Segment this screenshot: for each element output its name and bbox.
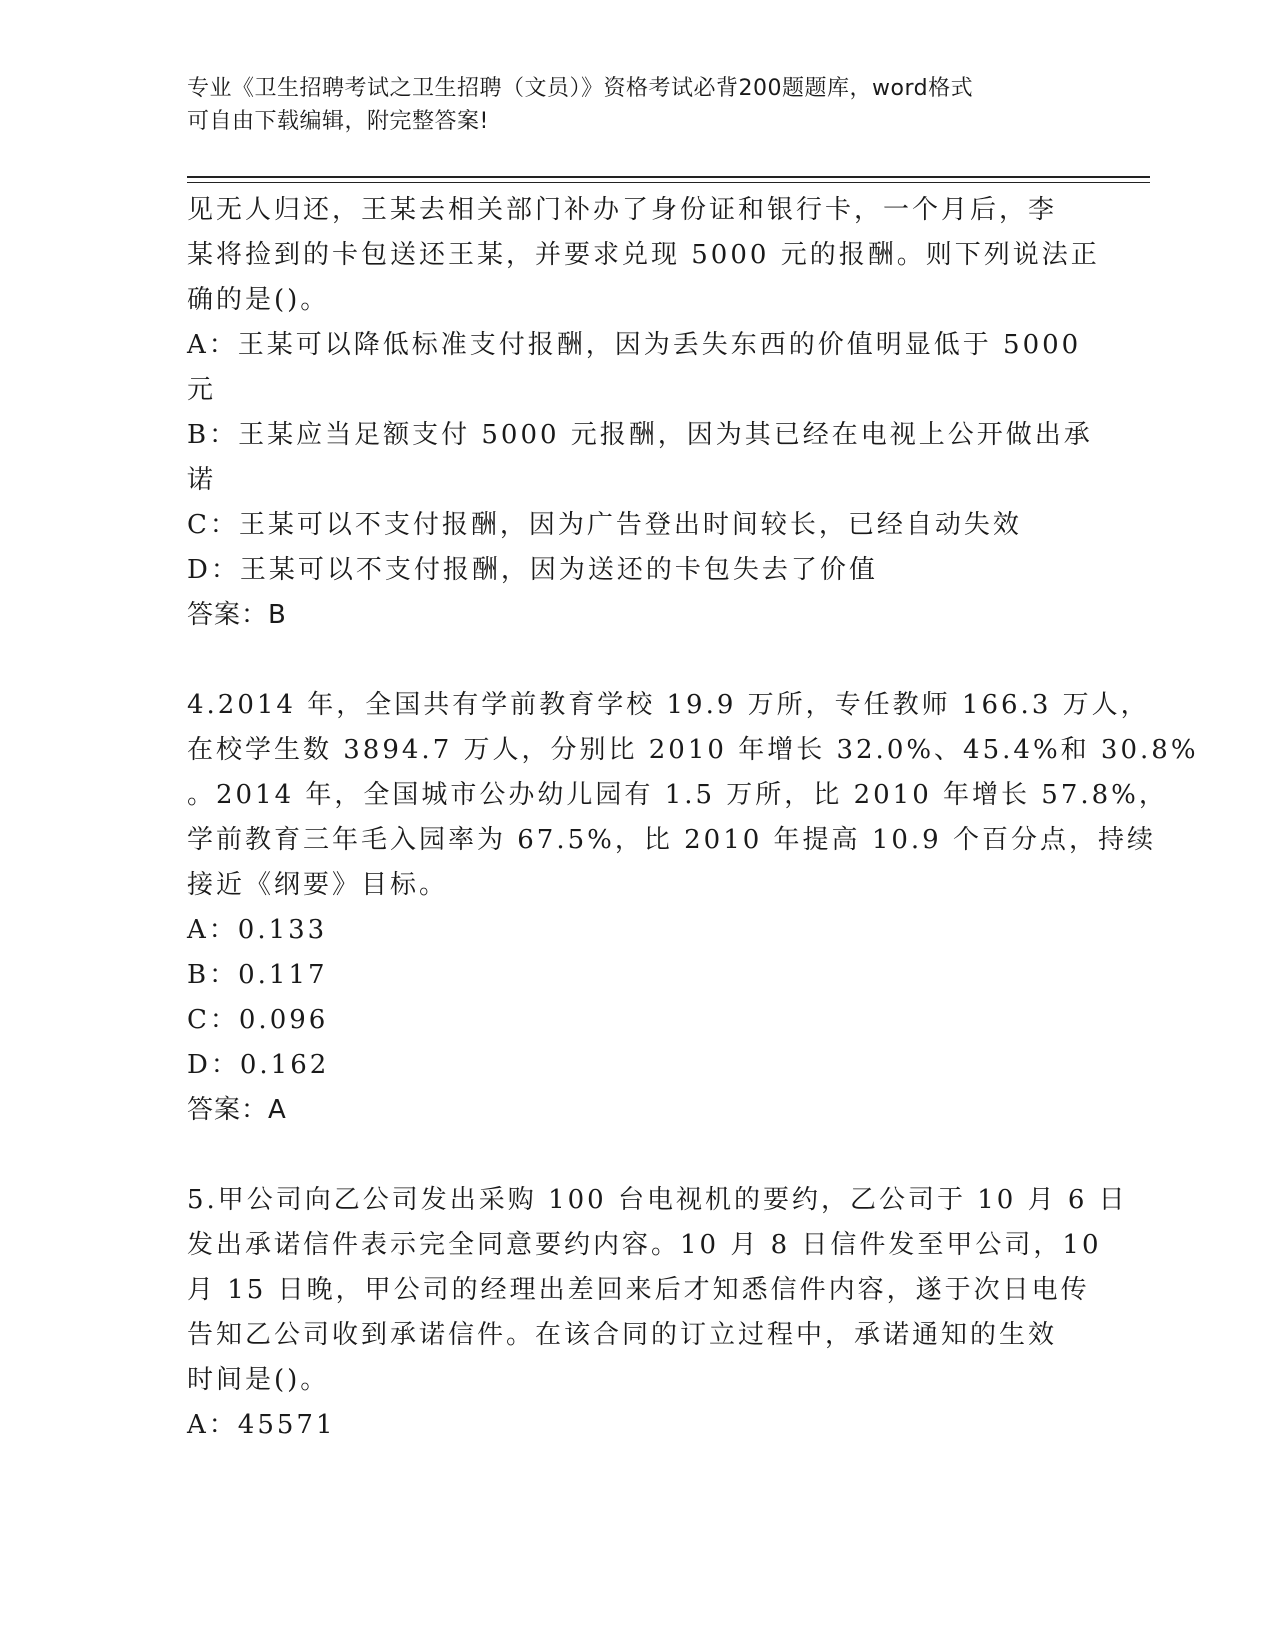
question-stem-line: 告知乙公司收到承诺信件。在该合同的订立过程中，承诺通知的生效	[187, 1320, 1058, 1350]
spacer	[187, 638, 1087, 683]
option-a-line-cont: 元	[187, 375, 217, 405]
question-stem-line: 学前教育三年毛入园率为 67.5%，比 2010 年提高 10.9 个百分点，持续	[187, 825, 1156, 855]
question-stem-line: 。2014 年，全国城市公办幼儿园有 1.5 万所，比 2010 年增长 57.8%，	[187, 780, 1168, 810]
question-stem-line: 某将捡到的卡包送还王某，并要求兑现 5000 元的报酬。则下列说法正	[187, 240, 1100, 270]
header-title-line-1: 专业《卫生招聘考试之卫生招聘（文员）》资格考试必背200题题库，word格式	[187, 76, 974, 101]
question-stem-line: 时间是()。	[187, 1365, 330, 1395]
document-body	[187, 188, 1199, 1448]
question-stem-line: 5.甲公司向乙公司发出采购 100 台电视机的要约，乙公司于 10 月 6 日	[187, 1185, 1128, 1215]
option-b-line: B：0.117	[187, 960, 328, 990]
question-stem-line: 4.2014 年，全国共有学前教育学校 19.9 万所，专任教师 166.3 万人，	[187, 690, 1150, 720]
answer-line: 答案：A	[187, 1095, 287, 1125]
option-c-line: C：0.096	[187, 1005, 329, 1035]
option-a-line: A：0.133	[187, 915, 328, 945]
question-4	[187, 683, 1199, 1133]
option-b-line: B：王某应当足额支付 5000 元报酬，因为其已经在电视上公开做出承	[187, 420, 1093, 450]
option-a-line: A：45571	[187, 1410, 336, 1440]
header-rule-thick	[187, 176, 1150, 178]
header-title-line-2: 可自由下载编辑，附完整答案!	[187, 109, 489, 134]
question-stem-line: 在校学生数 3894.7 万人，分别比 2010 年增长 32.0%、45.4%和 30.8%	[187, 735, 1199, 765]
option-b-line-cont: 诺	[187, 465, 217, 495]
question-stem-line: 见无人归还，王某去相关部门补办了身份证和银行卡，一个月后，李	[187, 195, 1058, 225]
option-d-line: D：0.162	[187, 1050, 330, 1080]
question-3	[187, 188, 1100, 638]
option-a-line: A：王某可以降低标准支付报酬，因为丢失东西的价值明显低于 5000	[187, 330, 1082, 360]
document-header	[187, 72, 1067, 138]
option-d-line: D：王某可以不支付报酬，因为送还的卡包失去了价值	[187, 555, 878, 585]
question-stem-line: 确的是()。	[187, 285, 330, 315]
header-rule-thin	[187, 182, 1150, 183]
spacer	[187, 1133, 1087, 1178]
question-5	[187, 1178, 1128, 1448]
option-c-line: C：王某可以不支付报酬，因为广告登出时间较长，已经自动失效	[187, 510, 1022, 540]
answer-line: 答案：B	[187, 600, 287, 630]
question-stem-line: 月 15 日晚，甲公司的经理出差回来后才知悉信件内容，遂于次日电传	[187, 1275, 1090, 1305]
question-stem-line: 接近《纲要》目标。	[187, 870, 449, 900]
question-stem-line: 发出承诺信件表示完全同意要约内容。10 月 8 日信件发至甲公司，10	[187, 1230, 1102, 1260]
